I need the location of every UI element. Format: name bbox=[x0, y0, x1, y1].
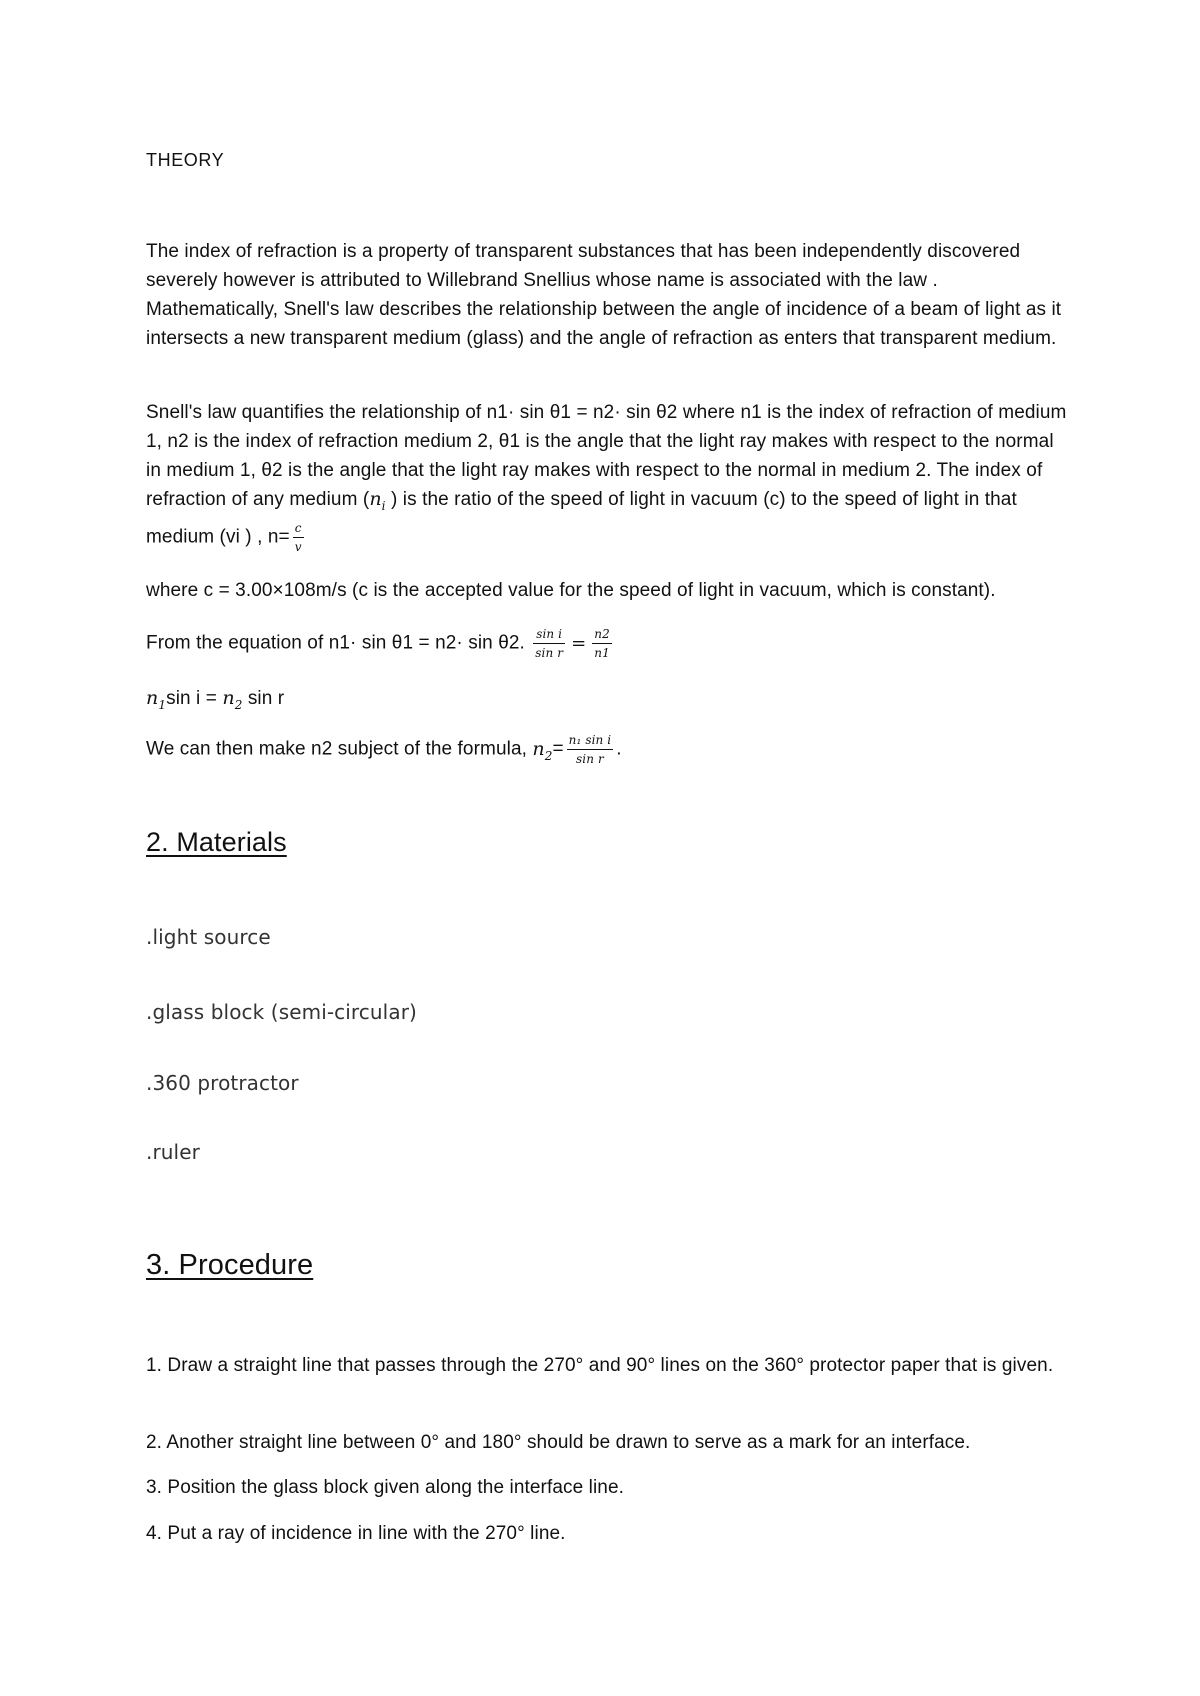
procedure-step-3: 3. Position the glass block given along the interface line. bbox=[146, 1477, 625, 1498]
n1-symbol: $n_1$ bbox=[146, 687, 167, 712]
material-item-ruler: .ruler bbox=[146, 1140, 200, 1164]
theory-paragraph-5 bbox=[146, 684, 1071, 720]
snells-law-text: Snell's law quantifies the relationship of n1· sin θ1 = n2· sin θ2 where n1 is the index of refraction of medium 1, n2 is the index of refraction medium 2, θ1 is the angle that the light ray makes with respect to the normal in medium 1, θ2 is the angle that the light ray makes with respect to the normal in medium 2. The index of refraction of any medium ( bbox=[146, 402, 1067, 510]
theory-paragraph-1: The index of refraction is a property of transparent substances that has been independently discovered severely however is attributed to Willebrand Snellius whose name is associated with the law . Mathematically, Snell's law describes the relationship between the angle of incidence of a beam of light as it intersects a new transparent medium (glass) and the angle of refraction as enters that transparent medium. bbox=[146, 241, 1062, 349]
procedure-heading: 3. Procedure bbox=[146, 1249, 314, 1281]
n2-result-symbol: $n_2$ bbox=[532, 737, 553, 763]
equation-intro: From the equation of n1· sin θ1 = n2· sin θ2. bbox=[146, 632, 531, 654]
theory-paragraph-4 bbox=[146, 627, 1071, 660]
material-item-light-source: .light source bbox=[146, 925, 271, 949]
materials-heading: 2. Materials bbox=[146, 827, 287, 857]
sin-ratio-fraction: $\frac{\text{sin i}}{\text{sin r}}$ bbox=[535, 627, 564, 660]
theory-paragraph-3: where c = 3.00×108m/s (c is the accepted value for the speed of light in vacuum, which is constant). bbox=[146, 580, 996, 601]
sin-r-text: sin r bbox=[242, 688, 285, 709]
index-ratio-fraction: $\frac{n2}{n1}$ bbox=[594, 627, 610, 660]
theory-heading: THEORY bbox=[146, 150, 225, 170]
n2-formula-fraction: $\frac{\text{n₁ sin i}}{\text{sin r}}$ bbox=[568, 733, 612, 766]
speed-ratio-text: ) is the ratio of the speed of light in vacuum (c) to the speed of light in that medium (vi ) , n= bbox=[146, 489, 1017, 548]
index-symbol: $n_i$ bbox=[369, 488, 386, 513]
procedure-step-1: 1. Draw a straight line that passes through the 270° and 90° lines on the 360° protector paper that is given. bbox=[146, 1355, 1054, 1376]
theory-paragraph-6 bbox=[146, 733, 1071, 770]
c-over-v-fraction: $\frac{c}{v}$ bbox=[294, 520, 302, 554]
equals-sign: = bbox=[552, 738, 564, 760]
theory-paragraph-2 bbox=[146, 398, 1071, 554]
period: . bbox=[616, 738, 622, 760]
material-item-protractor: .360 protractor bbox=[146, 1071, 299, 1095]
sin-i-text: sin i = bbox=[166, 688, 223, 709]
n2-symbol: $n_2$ bbox=[222, 687, 243, 712]
equals-sign: = bbox=[571, 633, 587, 654]
procedure-step-2: 2. Another straight line between 0° and 180° should be drawn to serve as a mark for an interface. bbox=[146, 1432, 971, 1453]
material-item-glass-block: .glass block (semi-circular) bbox=[146, 1000, 417, 1024]
procedure-step-4: 4. Put a ray of incidence in line with the 270° line. bbox=[146, 1523, 566, 1544]
formula-intro: We can then make n2 subject of the formula, bbox=[146, 738, 533, 760]
